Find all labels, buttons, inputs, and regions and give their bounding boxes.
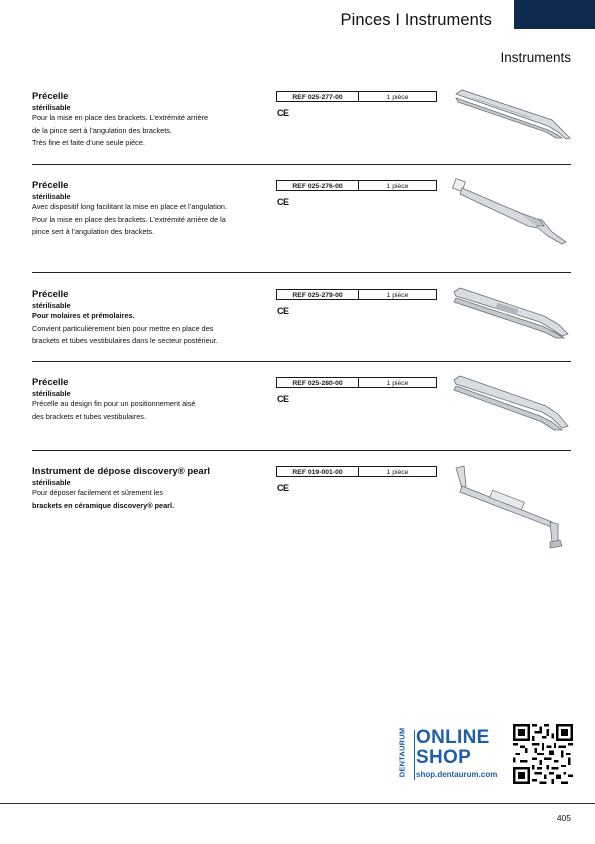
shop-online-label: ONLINE xyxy=(416,727,490,748)
package-quantity: 1 pièce xyxy=(386,469,409,476)
product-subtitle: stérilisable xyxy=(32,192,71,201)
bracket-remover-icon xyxy=(450,462,572,552)
product-name: Précelle xyxy=(32,289,69,300)
reference-code: REF 025-277-00 xyxy=(277,92,359,101)
reference-code: REF 019-001-00 xyxy=(277,467,359,476)
product-name: Précelle xyxy=(32,377,69,388)
product-description: Pour déposer facilement et sûrement les brackets en céramique discovery® pearl. xyxy=(32,488,175,510)
reference-code: REF 025-280-00 xyxy=(277,378,359,387)
dentaurum-vertical-label: DENTAURUM xyxy=(397,727,407,778)
package-quantity: 1 pièce xyxy=(386,292,409,299)
section-divider xyxy=(32,450,571,451)
product-description: Avec dispositif long facilitant la mise en place et l’angulation. Pour la mise en place des brackets. L’extrémité arrière de la pince sert à l’angulation des brackets. xyxy=(32,202,227,236)
product-subtitle: stérilisable xyxy=(32,389,71,398)
shop-url-link[interactable]: shop.dentaurum.com xyxy=(416,770,498,779)
product-name: Précelle xyxy=(32,180,69,191)
ce-mark: CE xyxy=(277,108,289,118)
package-quantity: 1 pièce xyxy=(386,380,409,387)
ce-mark: CE xyxy=(277,483,289,493)
section-divider xyxy=(32,272,571,273)
section-title: Instruments xyxy=(500,50,571,65)
page-number: 405 xyxy=(556,813,571,823)
reference-table xyxy=(276,180,437,191)
product-name: Instrument de dépose discovery® pearl xyxy=(32,466,211,477)
reference-table xyxy=(276,289,437,300)
section-divider xyxy=(32,164,571,165)
tweezers-icon xyxy=(450,372,572,434)
ce-mark: CE xyxy=(277,394,289,404)
product-subtitle: stérilisable xyxy=(32,103,71,112)
tweezers-icon xyxy=(452,86,572,144)
footer-divider xyxy=(0,803,595,804)
reference-code: REF 025-276-00 xyxy=(277,181,359,190)
header-color-block xyxy=(514,0,595,29)
page-header-title: Pinces I Instruments xyxy=(340,11,492,29)
package-quantity: 1 pièce xyxy=(386,183,409,190)
section-divider xyxy=(32,361,571,362)
product-description: Pour la mise en place des brackets. L’extrémité arrière de la pince sert à l’angulation des brackets. Très fine et faite d’une seule pièce. xyxy=(32,113,209,147)
reference-table xyxy=(276,377,437,388)
reference-code: REF 025-279-00 xyxy=(277,290,359,299)
reference-table xyxy=(276,466,437,477)
online-shop-banner[interactable] xyxy=(397,724,572,786)
product-subtitle: stérilisable xyxy=(32,301,71,310)
package-quantity: 1 pièce xyxy=(386,94,409,101)
tweezers-icon xyxy=(448,176,572,248)
shop-label: SHOP xyxy=(416,747,472,768)
product-subtitle: stérilisable xyxy=(32,478,71,487)
reference-table xyxy=(276,91,437,102)
product-description: Précelle au design fin pour un positionnement aisé des brackets et tubes vestibulaires. xyxy=(32,399,196,421)
tweezers-icon xyxy=(450,284,572,344)
ce-mark: CE xyxy=(277,306,289,316)
product-name: Précelle xyxy=(32,91,69,102)
product-description: Pour molaires et prémolaires. Convient particulièrement bien pour mettre en place des brackets et tubes vestibulaires dans le secteur postérieur. xyxy=(32,311,218,345)
qr-code-icon[interactable] xyxy=(513,724,573,784)
ce-mark: CE xyxy=(277,197,289,207)
